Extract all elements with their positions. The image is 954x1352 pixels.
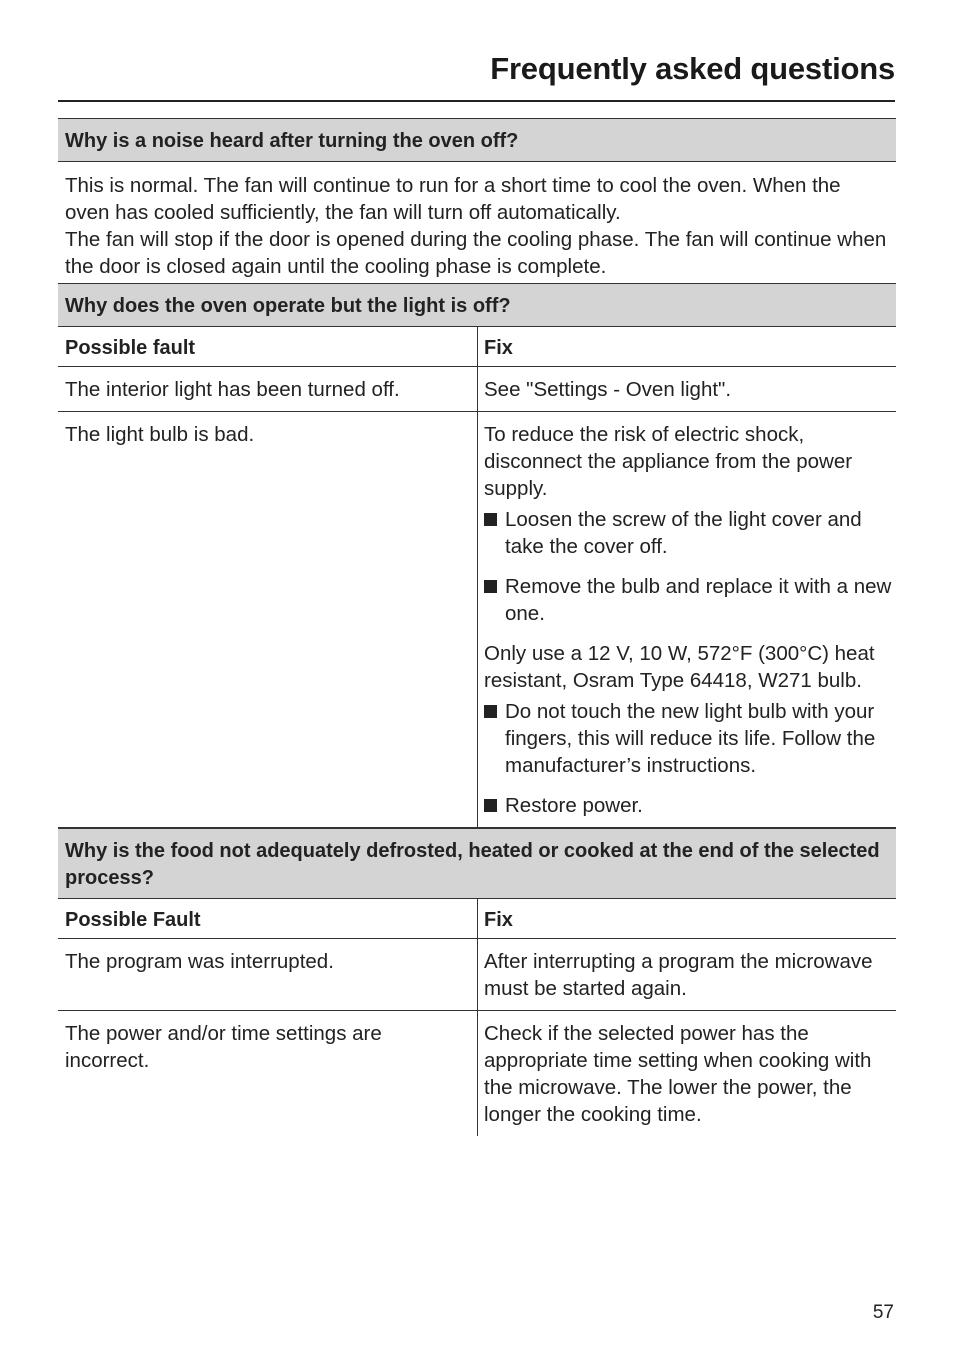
column-header-fault: Possible fault bbox=[65, 337, 196, 359]
column-header-fix: Fix bbox=[477, 327, 896, 366]
fault-cell: The power and/or time settings are incorrect. bbox=[65, 1022, 382, 1072]
fix-cell bbox=[477, 412, 896, 827]
square-bullet-icon bbox=[484, 513, 497, 526]
faq-content bbox=[58, 118, 896, 1136]
faq-question-light: Why does the oven operate but the light is off? bbox=[58, 283, 896, 327]
bullet-text: Do not touch the new light bulb with your fingers, this will reduce its life. Follow the manufacturer’s instructions. bbox=[505, 700, 876, 777]
square-bullet-icon bbox=[484, 705, 497, 718]
fix-intro: To reduce the risk of electric shock, disconnect the appliance from the power supply. bbox=[484, 423, 853, 500]
answer-paragraph: This is normal. The fan will continue to run for a short time to cool the oven. When the oven has cooled sufficiently, the fan will turn off automatically. bbox=[65, 174, 841, 224]
square-bullet-icon bbox=[484, 580, 497, 593]
table-row bbox=[58, 412, 896, 828]
title-divider bbox=[58, 100, 895, 102]
answer-paragraph: The fan will stop if the door is opened during the cooling phase. The fan will continue when the door is closed again until the cooling phase is complete. bbox=[65, 228, 887, 278]
faq-question-food: Why is the food not adequately defrosted, heated or cooked at the end of the selected process? bbox=[58, 828, 896, 899]
bullet-item bbox=[484, 792, 892, 819]
fault-cell: The interior light has been turned off. bbox=[65, 378, 400, 401]
table-row bbox=[58, 1011, 896, 1136]
bullet-item bbox=[484, 573, 892, 627]
table-header-row bbox=[58, 899, 896, 939]
page-title: Frequently asked questions bbox=[490, 51, 895, 86]
bullet-text: Remove the bulb and replace it with a new one. bbox=[505, 575, 892, 625]
table-row bbox=[58, 367, 896, 412]
bullet-item bbox=[484, 698, 892, 779]
faq-answer-noise bbox=[58, 162, 896, 283]
page-number: 57 bbox=[872, 1302, 894, 1323]
bullet-text: Restore power. bbox=[505, 794, 643, 817]
faq-question-noise: Why is a noise heard after turning the oven off? bbox=[58, 118, 896, 162]
table-row bbox=[58, 939, 896, 1011]
fix-cell: After interrupting a program the microwave must be started again. bbox=[477, 939, 896, 1010]
fault-cell: The program was interrupted. bbox=[65, 950, 334, 973]
column-header-fault: Possible Fault bbox=[65, 909, 201, 931]
fault-cell: The light bulb is bad. bbox=[65, 423, 255, 446]
square-bullet-icon bbox=[484, 799, 497, 812]
fix-note: Only use a 12 V, 10 W, 572°F (300°C) heat resistant, Osram Type 64418, W271 bulb. bbox=[484, 642, 875, 692]
fix-cell: Check if the selected power has the appropriate time setting when cooking with the microwave. The lower the power, the longer the cooking time. bbox=[477, 1011, 896, 1136]
fix-cell: See "Settings - Oven light". bbox=[477, 367, 896, 411]
table-header-row bbox=[58, 327, 896, 367]
column-header-fix: Fix bbox=[477, 899, 896, 938]
bullet-item bbox=[484, 506, 892, 560]
bullet-text: Loosen the screw of the light cover and take the cover off. bbox=[505, 508, 862, 558]
